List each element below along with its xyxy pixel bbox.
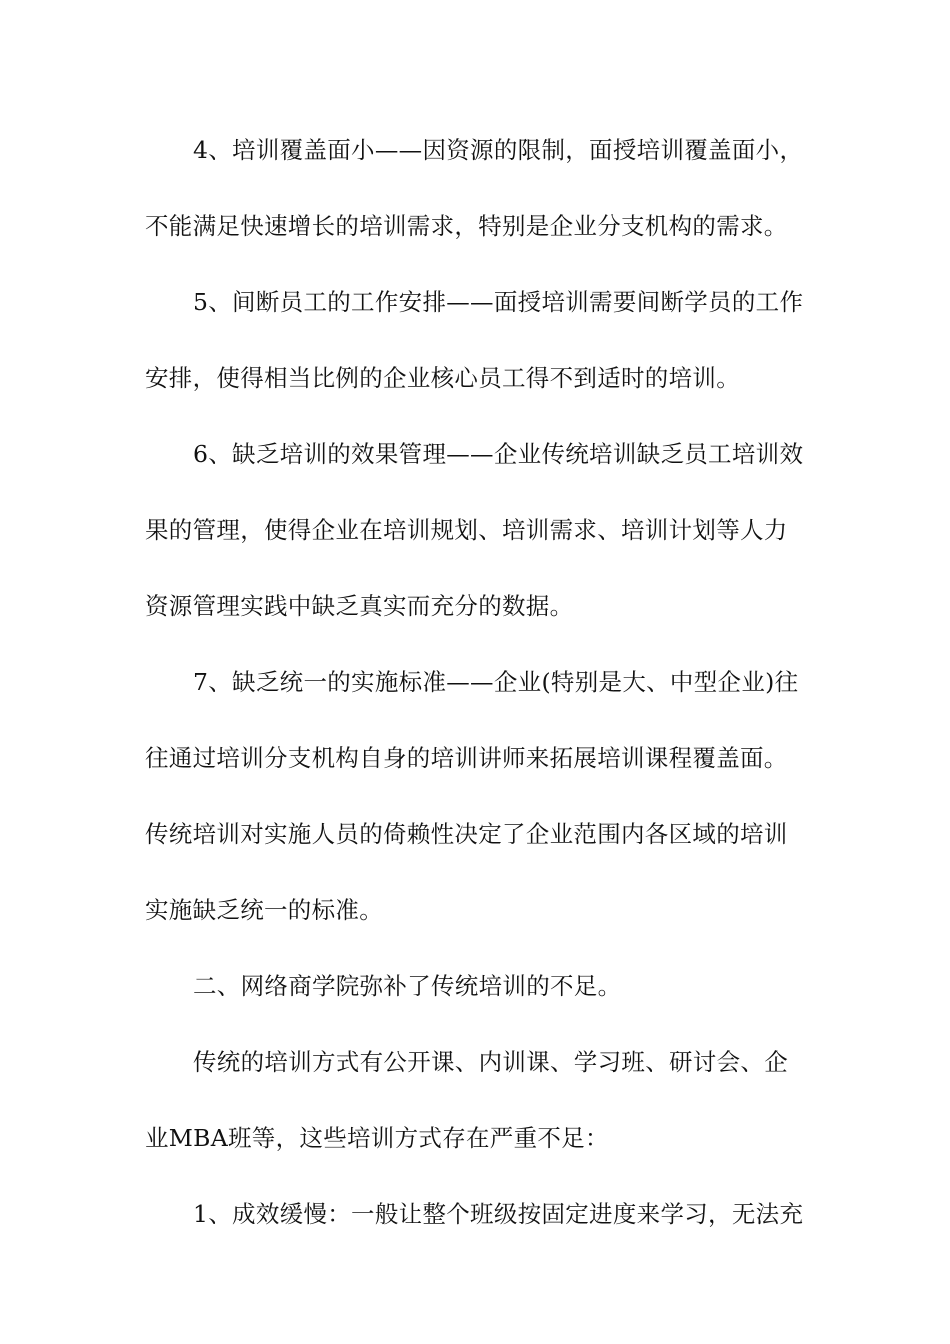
paragraph-5-line-2: 安排，使得相当比例的企业核心员工得不到适时的培训。: [145, 364, 740, 392]
paragraph-6-line-1: 6、缺乏培训的效果管理——企业传统培训缺乏员工培训效: [193, 440, 804, 468]
paragraph-methods-line-2: 业MBA班等，这些培训方式存在严重不足：: [145, 1124, 609, 1152]
paragraph-7-line-1: 7、缺乏统一的实施标准——企业(特别是大、中型企业)往: [193, 668, 799, 696]
paragraph-7-line-2: 往通过培训分支机构自身的培训讲师来拓展培训课程覆盖面。: [145, 744, 788, 772]
paragraph-4-line-1: 4、培训覆盖面小——因资源的限制，面授培训覆盖面小，: [193, 136, 804, 164]
paragraph-7-line-3: 传统培训对实施人员的倚赖性决定了企业范围内各区域的培训: [145, 820, 788, 848]
paragraph-6-line-3: 资源管理实践中缺乏真实而充分的数据。: [145, 592, 574, 620]
paragraph-1-line-1: 1、成效缓慢：一般让整个班级按固定进度来学习，无法充: [193, 1200, 804, 1228]
paragraph-methods-line-1: 传统的培训方式有公开课、内训课、学习班、研讨会、企: [193, 1048, 788, 1076]
paragraph-4-line-2: 不能满足快速增长的培训需求，特别是企业分支机构的需求。: [145, 212, 788, 240]
paragraph-7-line-4: 实施缺乏统一的标准。: [145, 896, 383, 924]
section-heading: 二、网络商学院弥补了传统培训的不足。: [193, 972, 622, 1000]
paragraph-5-line-1: 5、间断员工的工作安排——面授培训需要间断学员的工作: [193, 288, 804, 316]
paragraph-6-line-2: 果的管理，使得企业在培训规划、培训需求、培训计划等人力: [145, 516, 788, 544]
